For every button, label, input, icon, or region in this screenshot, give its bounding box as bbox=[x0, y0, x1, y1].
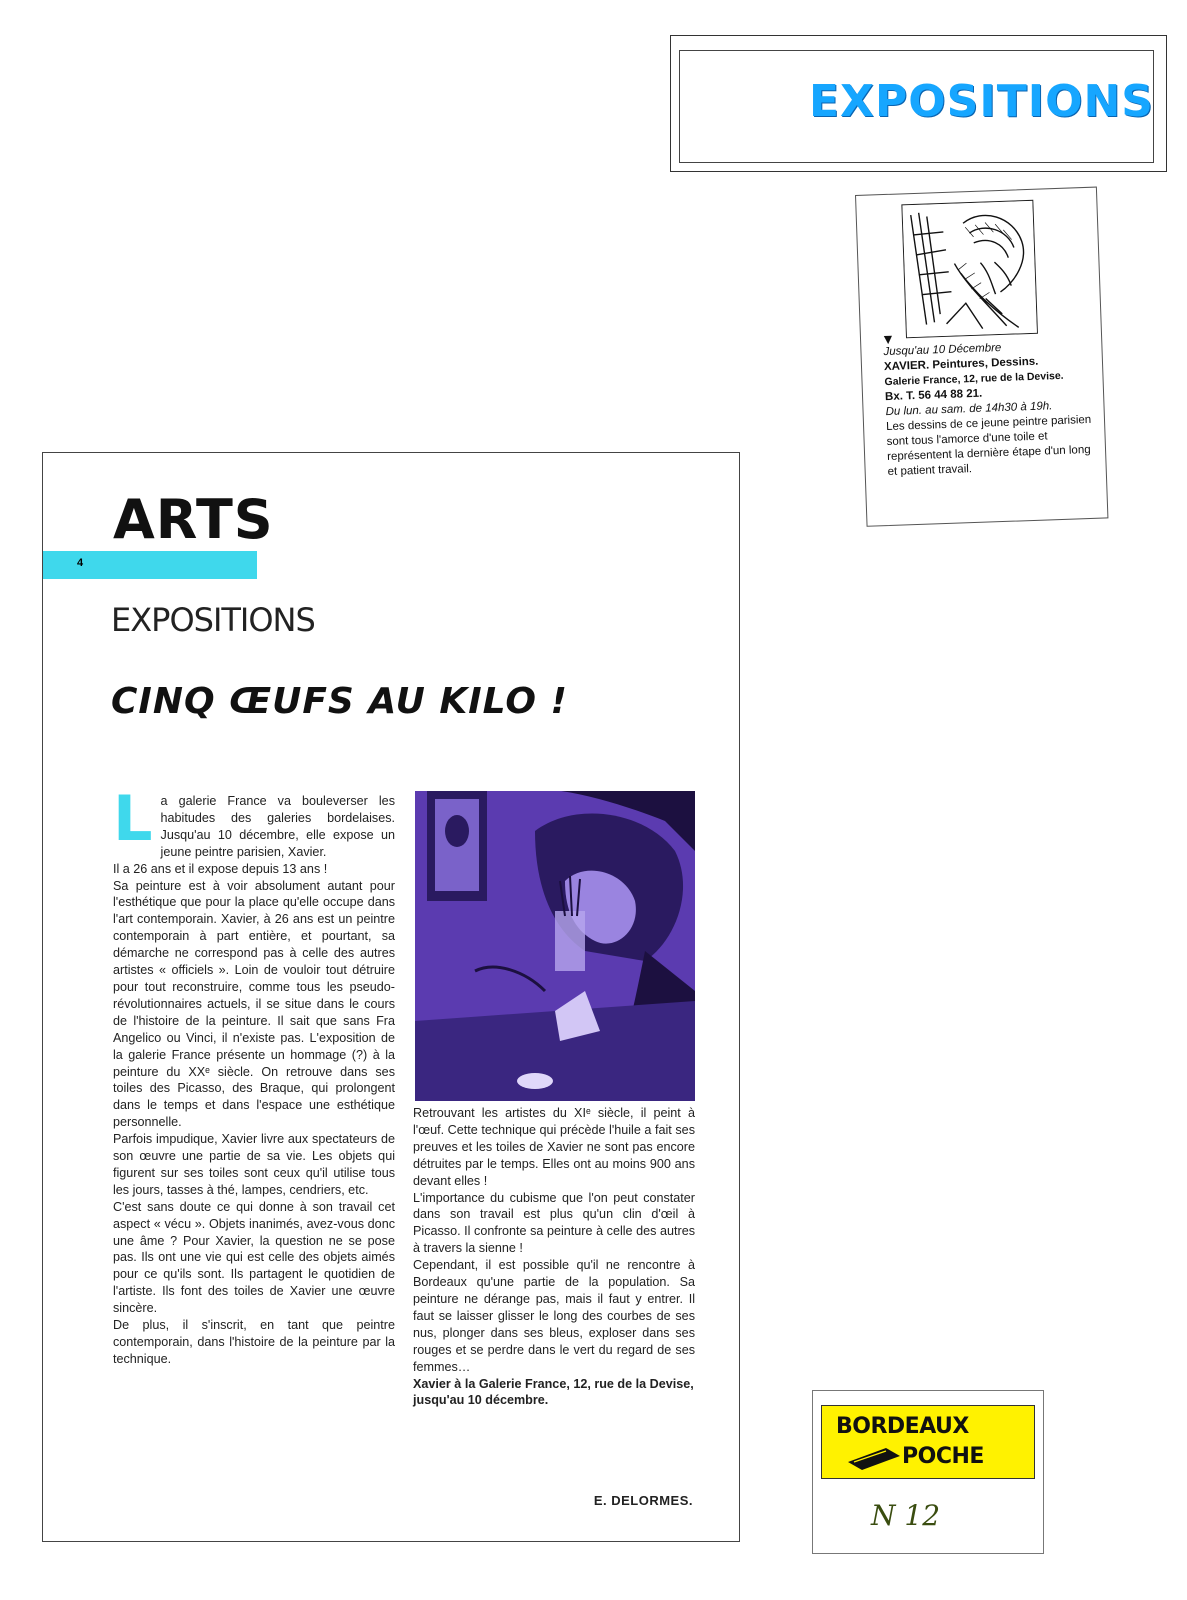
article-page bbox=[42, 452, 740, 1542]
page-number-band bbox=[43, 551, 257, 579]
paragraph: Sa peinture est à voir absolument autant pour l'esthétique que pour la place qu'elle occupe dans l'art contemporain. Xavier, à 26 ans est un peintre contemporain à part entière, et pourtant, sa démarche ne correspond pas à celle des autres artistes « officiels ». Loin de vouloir tout détruire pour tout reconstruire, comme tous les pseudo-révolutionnaires actuels, il se situe dans le cours de l'histoire de la peinture. Il sait que sans Fra Angelico ou Vinci, il n'existe pas. L'exposition de la galerie France présente un hommage (?) à la peinture du XXᵉ siècle. On retrouve dans ses toiles des Picasso, des Braque, qui prolongent dans le temps et dans l'espace une esthétique personnelle. bbox=[113, 878, 395, 1130]
paragraph: De plus, il s'inscrit, en tant que peintre contemporain, dans l'histoire de la peinture par la technique. bbox=[113, 1318, 395, 1366]
logo-line-2: POCHE bbox=[902, 1444, 984, 1469]
pocket-logo-icon bbox=[846, 1442, 904, 1470]
exhibition-info: Xavier à la Galerie France, 12, rue de la Devise, jusqu'au 10 décembre. bbox=[413, 1376, 694, 1408]
page-number: 4 bbox=[77, 557, 84, 569]
header-clipping bbox=[670, 35, 1167, 172]
listing-hours: Du lun. au sam. de 14h30 à 19h. bbox=[885, 400, 1053, 419]
magazine-section-title: ARTS bbox=[113, 488, 274, 551]
paragraph: Cependant, il est possible qu'il ne rencontre à Bordeaux qu'une partie de la population. Sa peinture ne dérange pas, mais il faut y entrer. Il faut se laisser glisser le long des courbes de ses nus, plonger dans ses bleus, exploser dans ses rouges et se perdre dans le vert du regard de ses femmes… bbox=[413, 1258, 695, 1374]
listing-address: Galerie France, 12, rue de la Devise. bbox=[884, 369, 1064, 389]
logo-line-1: BORDEAUX bbox=[836, 1414, 969, 1439]
logo-card bbox=[812, 1390, 1044, 1554]
article-headline: CINQ ŒUFS AU KILO ! bbox=[111, 681, 568, 722]
drop-cap: L bbox=[113, 782, 153, 855]
article-author: E. DELORMES. bbox=[593, 1493, 693, 1508]
triangle-marker-icon: ▼ bbox=[880, 330, 896, 348]
paragraph: Parfois impudique, Xavier livre aux spectateurs de son œuvre une partie de sa vie. Les objets qui figurent sur ses toiles sont ceux qu'il utilise tous les jours, tasses à thé, lampes, cendriers, etc. bbox=[113, 1132, 395, 1197]
article-column-1 bbox=[113, 782, 395, 1368]
listing-artist: XAVIER. Peintures, Dessins. bbox=[883, 355, 1039, 374]
listing-clipping bbox=[855, 187, 1108, 527]
painting-photo bbox=[415, 791, 695, 1101]
paragraph: C'est sans doute ce qui donne à son travail cet aspect « vécu ». Objets inanimés, avez-vous donc une âme ? Pour Xavier, la question ne se pose pas. Ils ont une vie qui est celle des objets aimés pour ce qu'ils sont. Ils partagent le quotidien de l'artiste. Ils font des toiles de Xavier une œuvre sincère. bbox=[113, 1199, 395, 1316]
paragraph: Retrouvant les artistes du XIᵉ siècle, il peint à l'œuf. Cette technique qui précède l'huile a fait ses preuves et les toiles de Xavier ne sont pas encore détruites par le temps. Elles ont au moins 900 ans devant elles ! bbox=[413, 1106, 695, 1188]
listing-dates: Jusqu'au 10 Décembre bbox=[883, 341, 1002, 359]
article-column-2 bbox=[413, 1105, 695, 1409]
paragraph: L'importance du cubisme que l'on peut constater dans son travail est plus qu'un clin d'œil à Picasso. Il confronte sa peinture à celle des autres à travers la sienne ! bbox=[413, 1190, 695, 1256]
paragraph: Il a 26 ans et il expose depuis 13 ans ! bbox=[113, 861, 328, 876]
bordeaux-poche-logo bbox=[821, 1405, 1035, 1479]
listing-illustration bbox=[901, 200, 1038, 339]
section-title: EXPOSITIONS bbox=[111, 601, 315, 639]
paragraph: a galerie France va bouleverser les habitudes des galeries bordelaises. Jusqu'au 10 décembre, elle expose un jeune peintre parisien, Xavier. bbox=[160, 794, 395, 859]
listing-phone: Bx. T. 56 44 88 21. bbox=[884, 387, 983, 404]
listing-description: Les dessins de ce jeune peintre parisien sont tous l'amorce d'une toile et représentent la dernière étape d'un long et patient travail. bbox=[885, 413, 1092, 479]
listing-text bbox=[883, 338, 1103, 480]
handwritten-issue-number: N 12 bbox=[871, 1499, 941, 1532]
header-title: EXPOSITIONS bbox=[809, 76, 1154, 127]
